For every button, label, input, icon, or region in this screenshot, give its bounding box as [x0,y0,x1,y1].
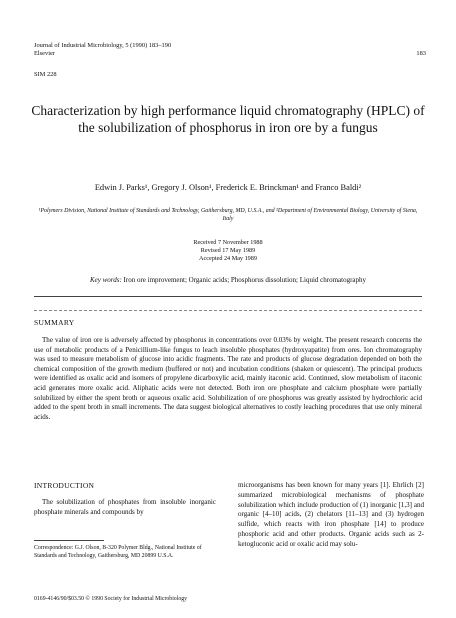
page-number: 183 [416,50,426,57]
revised-date: Revised 17 May 1989 [200,247,256,254]
journal-citation [34,42,334,58]
footnote-divider [34,540,104,541]
received-date: Received 7 November 1988 [193,239,263,246]
journal-line: Journal of Industrial Microbiology, 5 (1990) 183–190 [34,42,172,49]
keywords-label: Key words: [89,276,122,284]
introduction-right-column: microorganisms has been known for many years [1]. Ehrlich [2] summarized microbiological mechanisms of phosphate solubilization which include production of (1) inorganic [1,3] and organic [4–10] acids, (2) chelators [11–13] and (3) hydrogen sulfide, which reacts with iron phosphate [14] to produce phosphoric acid and other products. Organic acids such as 2-ketogluconic acid or oxalic acid may solu- [238,481,424,548]
divider [34,310,422,311]
correspondence-footnote: Correspondence: G.J. Olson, B-320 Polymer Bldg., National Institute of Standards and Technology, Gaithersburg, MD 20899 U.S.A. [34,545,202,559]
affiliations: ¹Polymers Division, National Institute of Standards and Technology, Gaithersburg, MD, U.S.A., and ²Department of Environmental Biology, University of Siena, Italy [38,208,418,222]
summary-text: The value of iron ore is adversely affected by phosphorus in concentrations over 0.03% by weight. The present research concerns the use of metabolic products of a Penicillium-like fungus to leach insoluble phosphates (hydroxyapatite) from ores. Ion chromatography was used to measure metabolism of glucose into acidic fragments. The rate and products of glucose degradation depended on both the chemical composition of the growth medium (buffered or not) and incubation conditions (shaken or quiescent). The principal products were identified as oxalic acid and isomers of propylene dicarboxylic acid, mainly itaconic acid. Continued, slow metabolism of itaconic acid generates more oxalic acid. Aliphatic acids were not detected. Both iron ore phosphate and calcium phosphate were partially solubilized by either the spent broth or aqueous oxalic acid. Solubilization of ore phosphorus was greatly assisted by hydrochloric acid added to the spent broth in small increments. The data suggest biological alternatives to costly leaching procedures that use only mineral acids. [34,336,422,421]
copyright-line: 0169-4146/90/$03.50 © 1990 Society for Industrial Microbiology [34,596,188,602]
introduction-left-column: The solubilization of phosphates from insoluble inorganic phosphate minerals and compounds by [34,498,216,516]
sim-code: SIM 228 [34,71,57,78]
keywords [30,276,426,284]
paper-title: Characterization by high performance liquid chromatography (HPLC) of the solubilization of phosphorus in iron ore by a fungus [31,103,425,135]
accepted-date: Accepted 24 May 1989 [199,255,257,262]
divider [34,296,422,297]
introduction-heading: INTRODUCTION [34,481,95,490]
keywords-text: Iron ore improvement; Organic acids; Phosphorus dissolution; Liquid chromatography [123,276,367,284]
authors: Edwin J. Parks¹, Gregory J. Olson¹, Frederick E. Brinckman¹ and Franco Baldi² [94,183,362,192]
publisher-line: Elsevier [34,50,55,57]
summary-heading: SUMMARY [34,318,75,327]
dates-block [130,239,326,263]
